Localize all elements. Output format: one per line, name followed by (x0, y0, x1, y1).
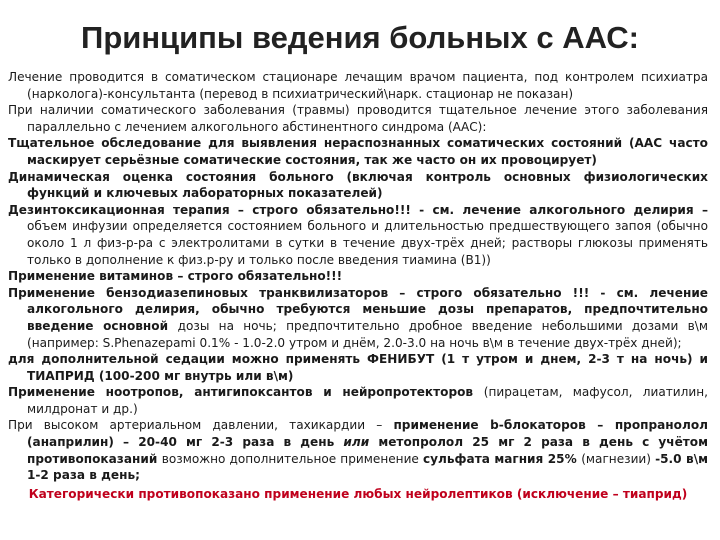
paragraph-nootropics (8, 384, 708, 417)
paragraph-benzodiazepines (8, 285, 708, 351)
hypertension-f: сульфата магния 25% (422, 451, 582, 466)
slide-title: Принципы ведения больных с ААС: (81, 20, 639, 55)
paragraph-detox-therapy (8, 202, 708, 268)
nootropics-rest: (пирацетам, мафусол, лиатилин, милдронат и др.) (27, 385, 709, 416)
benzo-rest: дозы на ночь; предпочтительно дробное введение небольшими дозами в\м (например: S.Phenazepami 0.1% - 1.0-2.0 утром и днём, 2.0-3.0 на ночь в\м в течение двух-трёх дней); (27, 318, 708, 350)
hypertension-h: -5.0 в\м 1-2 раза в день; (27, 451, 708, 483)
paragraph-somatic-disease: При наличии соматического заболевания (травмы) проводится тщательное лечение этого заболевания параллельно с лечением алкогольного абстинентного синдрома (ААС): (8, 103, 708, 134)
paragraph-dynamic-assessment: Динамическая оценка состояния больного (включая контроль основных физиологических функций и ключевых лабораторных показателей) (8, 169, 708, 201)
detox-rest: объем инфузии определяется состоянием больного и длительностью предшествующего запоя (обычно около 1 л физ-р-ра с электролитами в сутки в течение двух-трёх дней; растворы глюкозы применять только в дополнение к физ.р-ру и только после введения тиамина (В1)) (27, 219, 708, 267)
paragraph-examination: Тщательное обследование для выявления нераспознанных соматических состояний (ААС часто маскирует серьёзные соматические состояния, так же часто он их провоцирует) (8, 136, 708, 167)
hypertension-g: (магнезии) (581, 451, 656, 466)
hypertension-d: метопролол 25 мг 2 раза в день с учётом противопоказаний (27, 435, 708, 466)
paragraph-treatment-setting: Лечение проводится в соматическом стационаре лечащим врачом пациента, под контролем психиатра (нарколога)-консультанта (перевод в психиатрический\нарк. стационар не показан) (8, 70, 708, 101)
hypertension-e: возможно дополнительное применение (161, 451, 423, 466)
hypertension-a: При высоком артериальном давлении, тахикардии – (8, 418, 394, 433)
slide-body (8, 69, 708, 502)
hypertension-c: или (343, 435, 379, 450)
paragraph-sedation: для дополнительной седации можно применять ФЕНИБУТ (1 т утром и днем, 2-3 т на ночь) и ТИАПРИД (100-200 мг внутрь или в\м) (8, 352, 708, 383)
paragraph-hypertension (8, 417, 708, 483)
nootropics-lead: Применение ноотропов, антигипоксантов и нейропротекторов (8, 385, 484, 400)
detox-lead: Дезинтоксикационная терапия – строго обязательно!!! - см. лечение алкогольного делирия – (8, 202, 708, 217)
benzo-lead: Применение бензодиазепиновых транквилизаторов – строго обязательно !!! - см. лечение алкогольного делирия, обычно требуются меньшие дозы препаратов, предпочтительно введение основной (8, 285, 708, 333)
hypertension-b: применение b-блокаторов – пропранолол (анаприлин) – 20-40 мг 2-3 раза в день (27, 418, 708, 450)
warning-text: Категорически противопоказано применение любых нейролептиков (исключение – тиаприд) (28, 486, 688, 501)
paragraph-vitamins: Применение витаминов – строго обязательно!!! (8, 269, 343, 284)
